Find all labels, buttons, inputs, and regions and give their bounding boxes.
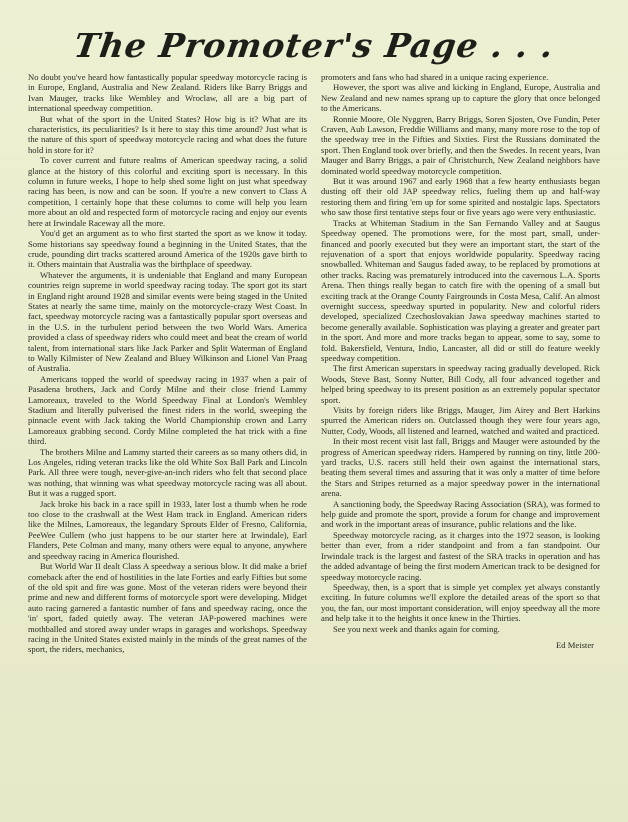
paragraph: Visits by foreign riders like Briggs, Mauger, Jim Airey and Bert Harkins spurred the American riders on. Outclassed though they were four years ago, Nutter, Cody, Woods, all listened and learned, watched and waited and practiced.: [321, 405, 600, 436]
paragraph: You'd get an argument as to who first started the sport as we know it today. Some historians say speedway found a beginning in the United States, that the crude, pounding dirt tracks scattered around America of the 1920s gave birth to it. Others maintain that Australia was the birthplace of speedway.: [28, 228, 307, 270]
paragraph: But World War II dealt Class A speedway a serious blow. It did make a brief comeback after the end of hostilities in the late Forties and early Fifties but some of the old spit and fire was gone. Most of the veteran riders were beyond their prime and new and different forms of motorcycle sport were developing. Midget auto racing garnered a fantastic number of fans and speedway racing, once the 'in' sport, faded quietly away. The veteran JAP-powered machines were mothballed and stored away under wraps in garages and workshops. Speedway racing in the United States existed mainly in the minds of the great names of the sport, the riders, mechanics,: [28, 561, 307, 655]
page-title: The Promoter's Page . . .: [71, 26, 557, 65]
paragraph: A sanctioning body, the Speedway Racing Association (SRA), was formed to help guide and promote the sport, provide a forum for change and improvement and work in the important areas of insurance, public relations and the like.: [321, 498, 600, 530]
article-body: [28, 72, 600, 655]
paragraph: See you next week and thanks again for coming.: [333, 623, 500, 634]
paragraph: Ronnie Moore, Ole Nyggren, Barry Briggs, Soren Sjosten, Ove Fundin, Peter Craven, Aub Lawson, Freddie Williams and many, many more rose to the top of the speedway tree in the Fifties and Sixties. First the Russians dominated the sport. Then England took over briefly, and then the Swedes. In recent years, Ivan Mauger and Barry Briggs, a pair of Christchurch, New Zealand neighbors have dominated world speedway motorcycle competition.: [321, 113, 600, 176]
author-signature: Ed Meister: [556, 639, 594, 650]
paragraph: Speedway motorcycle racing, as it charges into the 1972 season, is looking better than ever, from a rider standpoint and from a fan standpoint. Our Irwindale track is the largest and fastest of the SRA tracks in operation and has the added advantage of being the first modern American track to be designed for speedway motorcycle racing.: [321, 529, 600, 582]
paragraph: To cover current and future realms of American speedway racing, a solid glance at the history of this colorful and exciting sport is necessary. In this column in future weeks, I hope to help shed some light on just what speedway racing has been, is now and can be soon. If you're a new convert to Class A competition, I certainly hope that these columns to come will help you learn more about an old and respected form of motorcycle racing and enjoy our events here at Irwindale Raceway all the more.: [28, 155, 307, 228]
paragraph: promoters and fans who had shared in a unique racing experience.: [321, 72, 549, 82]
paragraph: In their most recent visit last fall, Briggs and Mauger were astounded by the progress of American speedway riders. Hampered by running on tiny, little 200-yard tracks, U.S. racers still held their own against the international stars, beating them several times and assuring that it was only a matter of time before the Stars and Stripes returned as a major speedway power in the international arena.: [321, 436, 600, 499]
paragraph: But what of the sport in the United States? How big is it? What are its characteristics, its peculiarities? Is it here to stay this time around? Just what is the nature of this sport of speedway motorcycle racing and what does the future hold in store for it?: [28, 113, 307, 155]
paragraph: Whatever the arguments, it is undeniable that England and many European countries reign supreme in world speedway racing today. The sport got its start in England right around 1928 and similar events were being staged in the United States at nearly the same time, mainly on the motorcycle-crazy West Coast. In fact, speedway motorcycle racing was a fantastically popular sport overseas and in the U.S. in the turbulent period between the two World Wars. America provided a class of speedway riders who could meet and beat the cream of world talent, from international stars like Jack Parker and Split Waterman of England to Wally Kilmister of New Zealand and Bluey Wilkinson and Lionel Van Praag of Australia.: [28, 269, 307, 374]
right-column: [321, 72, 600, 655]
paragraph: However, the sport was alive and kicking in England, Europe, Australia and New Zealand and new names sprang up to capture the glory that once belonged to the Americans.: [321, 82, 600, 114]
left-column: [28, 72, 307, 655]
paragraph: Jack broke his back in a race spill in 1933, later lost a thumb when he rode too close to the crashwall at the West Ham track in England. American riders like the Milnes, Lamoreaux, the legandary Sprouts Elder of Fresno, California, PeeWee Cullem (who just happens to be our starter here at Irwindale), Earl Flanders, Pete Colman and many, many others were equal to anyone, anywhere and speedway racing in America flourished.: [28, 498, 307, 561]
paragraph: Tracks at Whiteman Stadium in the San Fernando Valley and at Saugus Speedway opened. The promotions were, for the most part, small, under-financed and poorly executed but they were an important start, the start of the rejuvenation of a sport that enjoys worldwide popularity. Speedway racing snowballed. Whiteman and Saugus faded away, to be replaced by promotions at other tracks. Racing was prematurely introduced into the cavernous L.A. Sports Arena. Then things really began to catch fire with the opening of a small but exciting track at the Orange County Fairgrounds in Costa Mesa, Calif. An almost overnight success, speedway spurted in popularity. New and colorful riders developed, specialized Czechoslovakian Jawa speedway machines started to become generally available. Sophistication was playing a greater and greater part in the sport. And more and more tracks began to appear, some to say, some to fold. Bakersfield, Ventura, Indio, Lancaster, all did or still do feature weekly speedway competition.: [321, 217, 600, 363]
paragraph: But it was around 1967 and early 1968 that a few hearty enthusiasts began dusting off their old JAP speedway relics, fueling them up and half-way restoring them and firing 'em up for some spirited and nostalgic laps. Spectators who saw those first tentative steps four or five years ago were very enthusiastic.: [321, 176, 600, 218]
paragraph: Speedway, then, is a sport that is simple yet complex yet always constantly exciting. In future columns we'll explore the detailed areas of the sport so that you, the fan, our most important consideration, will enjoy speedway all the more and help take it to the heights it once knew in the Thirties.: [321, 581, 600, 624]
paragraph: No doubt you've heard how fantastically popular speedway motorcycle racing is in Europe, England, Australia and New Zealand. Riders like Barry Briggs and Ivan Mauger, tracks like Wembley and Wroclaw, all are a big part of international speedway competition.: [28, 72, 307, 114]
paragraph: The first American superstars in speedway racing gradually developed. Rick Woods, Steve Bast, Sonny Nutter, Bill Cody, all four advanced together and helped bring speedway to its present position as an extremely popular spectator sport.: [321, 363, 600, 405]
paragraph: Americans topped the world of speedway racing in 1937 when a pair of Pasadena brothers, Jack and Cordy Milne and their close friend Lammy Lamoreaux, traveled to the World Speedway Final at London's Wembley Stadium and literally pulverised the finest riders in the world, sweeping the pinnacle event with Jack taking the World Championship crown and Larry Lamoreaux grabbing second. Cordy Milne completed the hat trick with a fine third.: [28, 373, 307, 447]
paragraph: The brothers Milne and Lammy started their careers as so many others did, in Los Angeles, riding veteran tracks like the old White Sox Ball Park and Lincoln Park. All three were tough, never-give-an-inch riders who felt that second place was nothing, that winning was what speedway motorcycle racing was all about. But it was a rugged sport.: [28, 446, 307, 499]
